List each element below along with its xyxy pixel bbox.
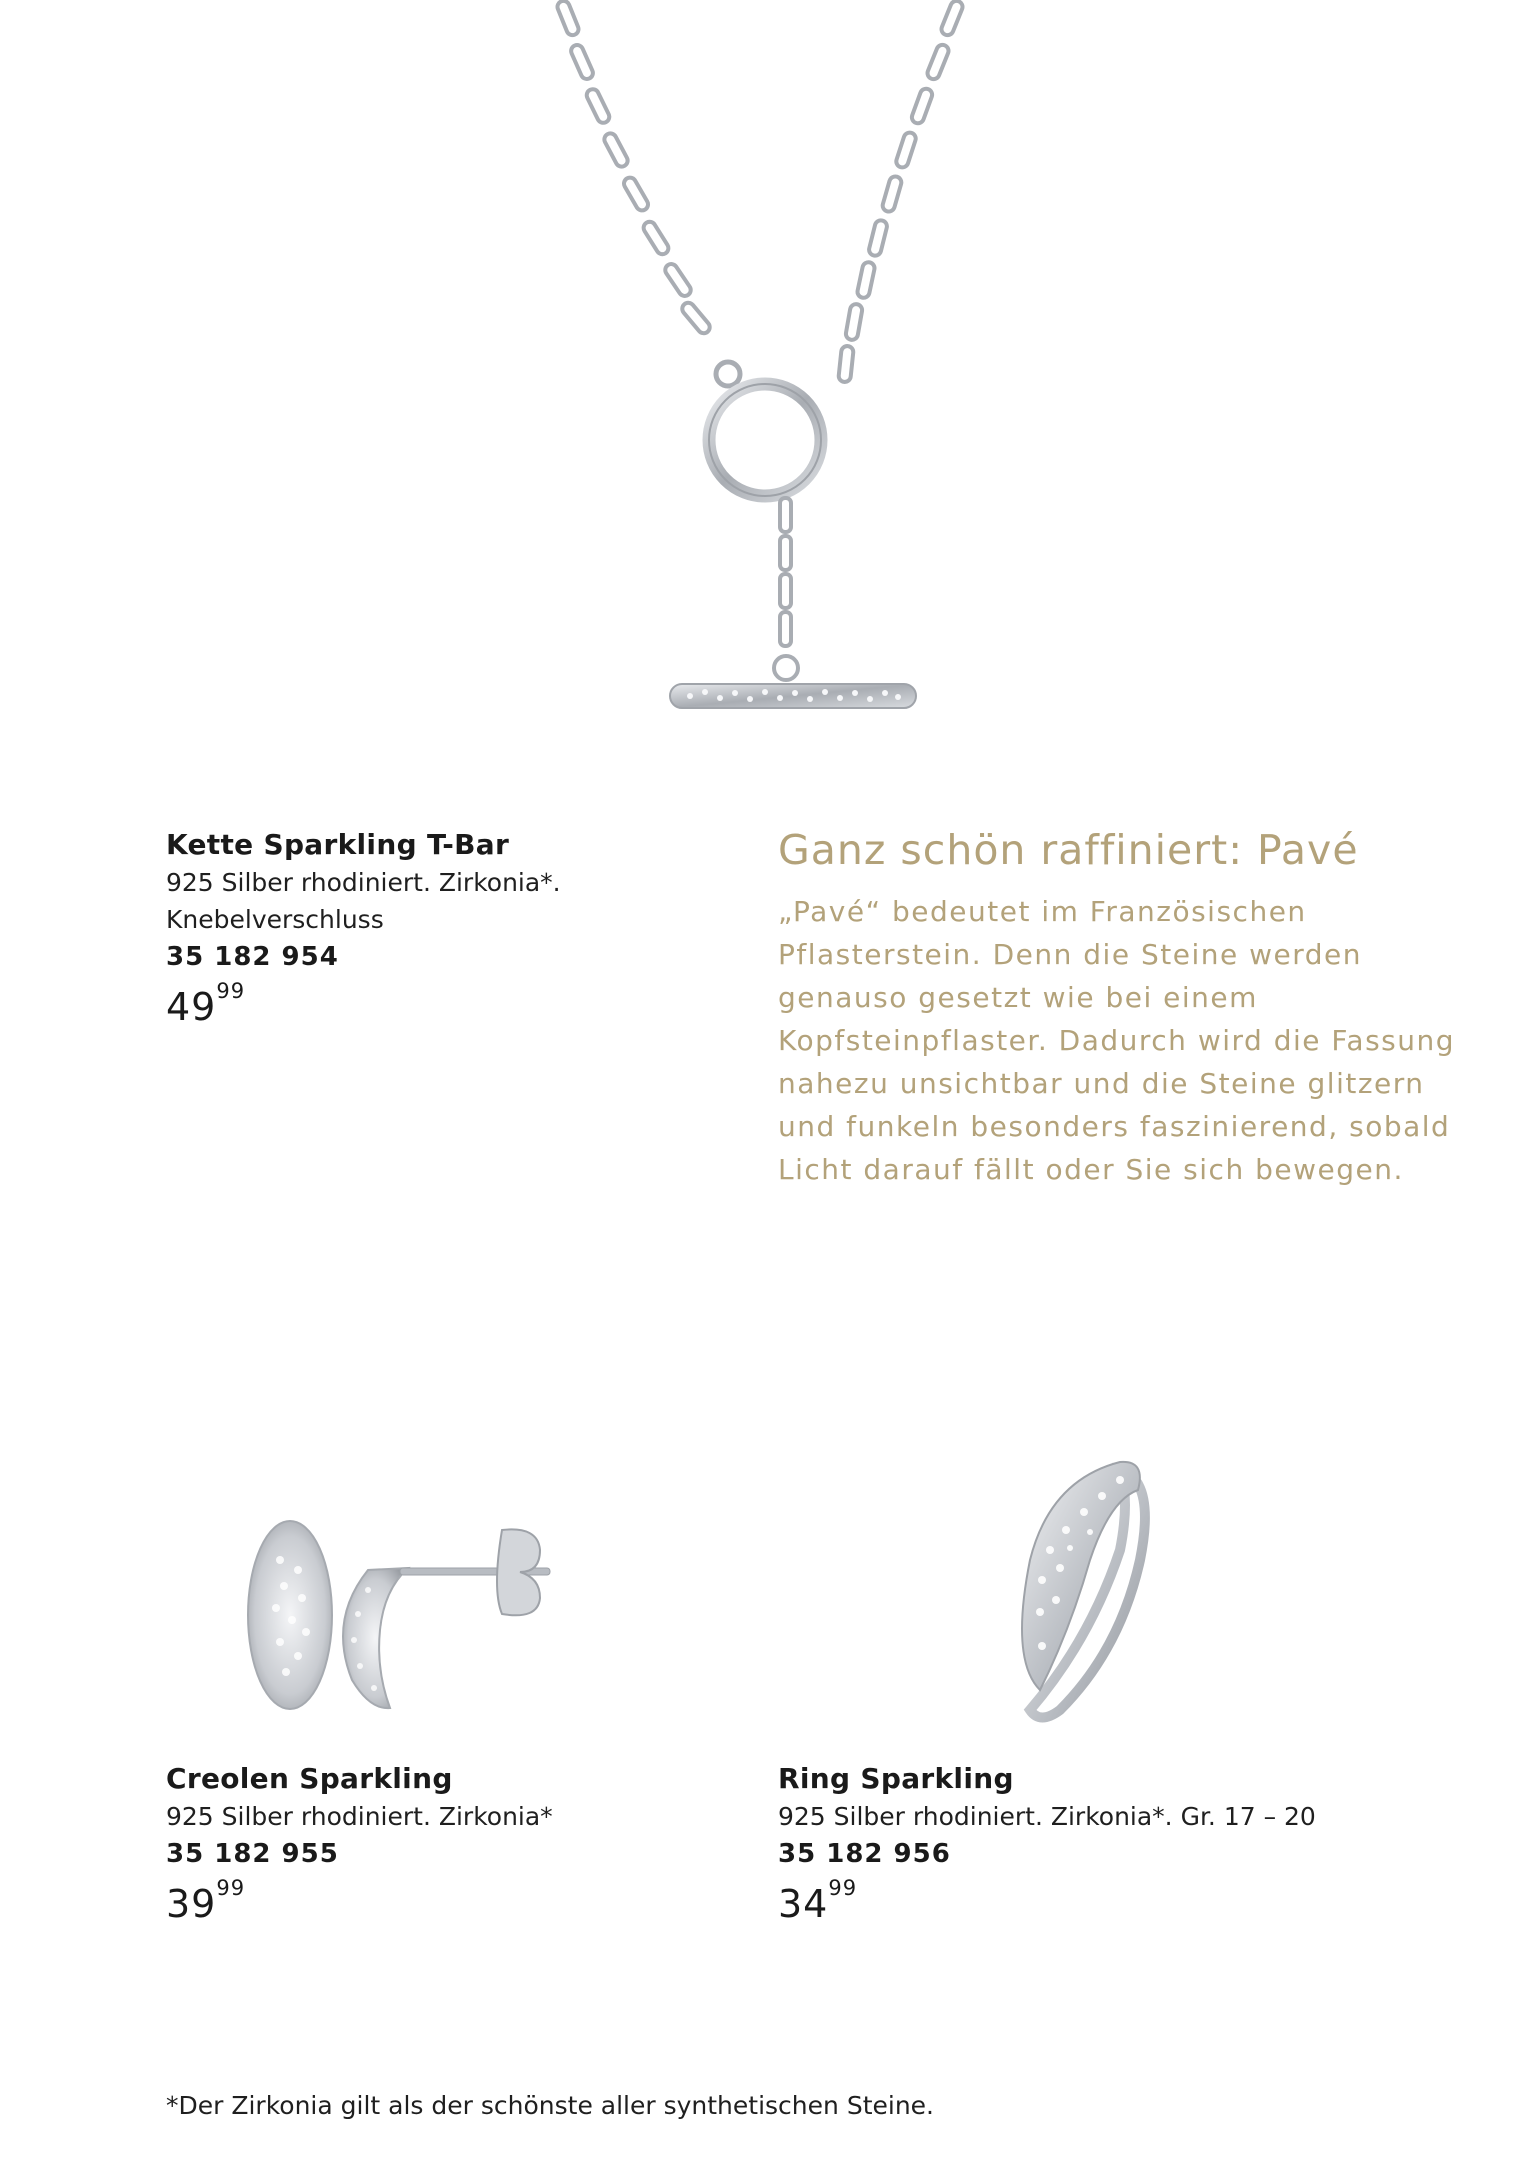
product-sku: 35 182 956: [778, 1839, 951, 1869]
price-main: 39: [166, 1882, 217, 1926]
product-name: Kette Sparkling T-Bar: [166, 828, 510, 861]
price-cents: 99: [828, 1876, 858, 1900]
product-sku: 35 182 955: [166, 1839, 339, 1869]
product-description: 925 Silber rhodiniert. Zirkonia*.: [166, 868, 561, 897]
info-block: [778, 822, 1468, 1191]
product-ring: [778, 1760, 1438, 1931]
info-title: Ganz schön raffiniert: Pavé: [778, 826, 1359, 874]
price-main: 34: [778, 1882, 829, 1926]
product-price: [778, 1877, 1438, 1931]
product-price: [166, 1877, 726, 1931]
product-sku: 35 182 954: [166, 942, 339, 972]
ring-image: [970, 1440, 1190, 1740]
earrings-image: [240, 1490, 570, 1720]
product-description: Knebelverschluss: [166, 905, 384, 934]
product-kette: [166, 826, 726, 1034]
product-creolen: [166, 1760, 726, 1931]
product-description: 925 Silber rhodiniert. Zirkonia*. Gr. 17 – 20: [778, 1802, 1316, 1831]
earrings-icon: [240, 1490, 570, 1720]
necklace-icon: [540, 0, 1000, 740]
product-description: 925 Silber rhodiniert. Zirkonia*: [166, 1802, 553, 1831]
price-cents: 99: [216, 979, 246, 1003]
price-main: 49: [166, 985, 217, 1029]
product-name: Ring Sparkling: [778, 1762, 1014, 1795]
footnote: *Der Zirkonia gilt als der schönste aller synthetischen Steine.: [166, 2091, 934, 2120]
product-price: [166, 980, 726, 1034]
info-text: „Pavé“ bedeutet im Französischen Pflasterstein. Denn die Steine werden genauso gesetzt wie bei einem Kopfsteinpflaster. Dadurch wird die Fassung nahezu unsichtbar und die Steine glitzern und funkeln besonders faszinierend, sobald Licht darauf fällt oder Sie sich bewegen.: [778, 895, 1456, 1186]
product-name: Creolen Sparkling: [166, 1762, 453, 1795]
necklace-image: [540, 0, 1000, 740]
price-cents: 99: [216, 1876, 246, 1900]
ring-icon: [970, 1440, 1190, 1740]
